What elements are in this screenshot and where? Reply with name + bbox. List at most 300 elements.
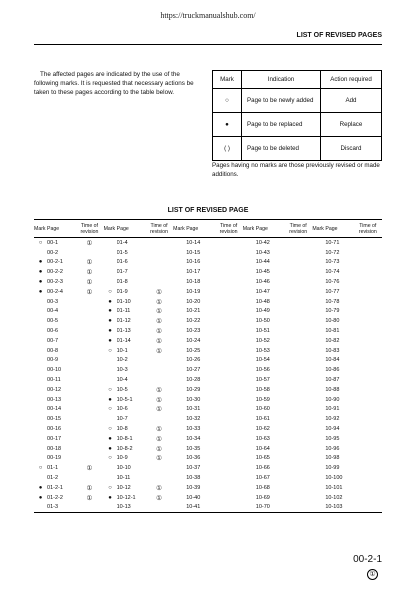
page-cell: 01-9 <box>116 288 128 295</box>
page-cell: 10-33 <box>186 426 201 433</box>
page-cell: 00-17 <box>47 435 62 442</box>
revision-cell: ① <box>156 337 162 345</box>
page-cell: 10-72 <box>325 249 340 256</box>
mark-cell <box>173 444 186 454</box>
mark-cell <box>243 346 256 356</box>
page-cell: 10-51 <box>255 328 270 335</box>
legend-row-add <box>213 89 382 113</box>
page-cell: 10-35 <box>186 445 201 452</box>
mark-cell <box>104 277 117 287</box>
mark-cell <box>243 336 256 346</box>
revision-cell <box>75 473 103 483</box>
page-cell: 10-1 <box>116 347 128 354</box>
revision-cell <box>75 248 103 258</box>
page-cell: 10-42 <box>255 239 270 246</box>
page-cell: 10-28 <box>186 377 201 384</box>
table-row <box>34 493 382 503</box>
revision-cell <box>284 473 312 483</box>
mark-cell <box>34 473 47 483</box>
mark-cell: ○ <box>38 465 43 472</box>
mark-cell <box>312 267 325 277</box>
page-cell: 10-102 <box>325 494 343 501</box>
page-cell: 00-2-3 <box>47 279 63 286</box>
revision-cell: ① <box>86 288 93 296</box>
page-cell: 10-56 <box>255 367 270 374</box>
col-header-mark: Mark <box>104 220 117 238</box>
mark-cell <box>104 414 117 424</box>
mark-cell <box>173 454 186 464</box>
mark-cell: ● <box>108 337 112 344</box>
revision-cell <box>354 258 382 268</box>
revision-cell <box>354 424 382 434</box>
revision-cell: ① <box>86 484 93 492</box>
mark-cell <box>243 424 256 434</box>
revision-cell <box>284 405 312 415</box>
mark-cell: ● <box>38 484 43 491</box>
page-cell: 10-8-2 <box>116 445 133 452</box>
page-cell: 01-4 <box>116 239 128 246</box>
col-header-time: Time of revision <box>354 220 382 238</box>
mark-cell <box>312 424 325 434</box>
mark-cell <box>34 248 47 258</box>
page-cell: 10-5 <box>116 386 128 393</box>
revision-cell <box>354 326 382 336</box>
mark-cell <box>243 267 256 277</box>
mark-cell <box>243 503 256 513</box>
table-row <box>34 395 382 405</box>
revision-cell: ① <box>156 455 162 463</box>
mark-cell <box>243 405 256 415</box>
page-cell: 10-76 <box>325 279 340 286</box>
revision-cell <box>214 385 242 395</box>
table-row <box>34 434 382 444</box>
page-cell: 10-101 <box>325 484 343 491</box>
page-cell: 10-21 <box>186 308 201 315</box>
page-cell: 00-8 <box>47 347 59 354</box>
revision-cell <box>145 463 173 473</box>
revision-cell: ① <box>156 406 162 414</box>
col-header-mark: Mark <box>312 220 325 238</box>
mark-cell <box>34 405 47 415</box>
mark-cell <box>173 385 186 395</box>
revision-cell <box>354 405 382 415</box>
page-cell: 10-12 <box>116 484 131 491</box>
revision-cell <box>284 454 312 464</box>
revision-cell <box>75 346 103 356</box>
legend-header-row <box>213 71 382 89</box>
revision-cell <box>284 444 312 454</box>
table-row <box>34 336 382 346</box>
mark-cell <box>243 297 256 307</box>
mark-cell <box>243 326 256 336</box>
revision-cell: ① <box>156 328 162 336</box>
revision-cell <box>284 277 312 287</box>
revision-cell <box>214 463 242 473</box>
mark-cell: ● <box>38 269 43 276</box>
revision-cell <box>214 238 242 248</box>
page-cell: 10-3 <box>116 367 128 374</box>
revision-cell: ① <box>156 445 162 453</box>
revision-cell <box>75 395 103 405</box>
mark-cell <box>34 395 47 405</box>
parenthesis-mark: ( ) <box>213 137 242 161</box>
legend-indication-delete: Page to be deleted <box>242 137 321 161</box>
page-cell: 01-2-2 <box>47 494 63 501</box>
table-title: LIST OF REVISED PAGE <box>167 207 249 214</box>
mark-cell <box>104 356 117 366</box>
revision-cell <box>354 444 382 454</box>
revision-cell <box>145 365 173 375</box>
revision-cell <box>284 375 312 385</box>
revision-cell <box>214 434 242 444</box>
mark-cell <box>312 444 325 454</box>
mark-cell <box>312 414 325 424</box>
mark-cell <box>173 405 186 415</box>
open-circle-mark: ○ <box>213 89 242 113</box>
page-cell: 10-92 <box>325 416 340 423</box>
page-cell: 01-2-1 <box>47 484 63 491</box>
mark-cell <box>173 365 186 375</box>
page-cell: 10-78 <box>325 298 340 305</box>
revision-cell <box>284 434 312 444</box>
page-cell: 10-57 <box>255 377 270 384</box>
revision-cell <box>354 434 382 444</box>
mark-cell <box>173 258 186 268</box>
revision-cell <box>214 395 242 405</box>
revision-cell <box>75 454 103 464</box>
mark-cell <box>243 365 256 375</box>
mark-cell <box>34 316 47 326</box>
mark-cell <box>243 414 256 424</box>
page-cell: 10-10 <box>116 465 131 472</box>
revision-cell <box>214 454 242 464</box>
revision-cell <box>75 444 103 454</box>
page-cell: 10-87 <box>325 377 340 384</box>
page-cell: 10-25 <box>186 347 201 354</box>
revision-cell <box>214 375 242 385</box>
table-row <box>34 307 382 317</box>
mark-cell: ● <box>38 259 43 266</box>
page-cell: 10-19 <box>186 288 201 295</box>
legend-action-replace: Replace <box>321 113 382 137</box>
col-header-mark: Mark <box>243 220 256 238</box>
mark-cell <box>34 414 47 424</box>
mark-cell: ● <box>108 328 112 335</box>
intro-paragraph: The affected pages are indicated by the use of the following marks. It is requested that necessary actions be taken to these pages according to the table below. <box>34 71 194 96</box>
revision-cell <box>354 297 382 307</box>
mark-cell <box>173 424 186 434</box>
revision-cell <box>214 356 242 366</box>
revision-cell <box>214 405 242 415</box>
mark-cell: ○ <box>108 347 112 354</box>
revision-cell: ① <box>86 494 93 502</box>
mark-cell: ● <box>108 494 112 501</box>
revision-cell <box>214 444 242 454</box>
mark-cell <box>34 326 47 336</box>
page-cell: 10-7 <box>116 416 128 423</box>
page-cell: 10-6 <box>116 406 128 413</box>
mark-cell <box>243 307 256 317</box>
revision-cell <box>354 454 382 464</box>
page-cell: 10-103 <box>325 503 353 513</box>
mark-cell <box>104 267 117 277</box>
mark-cell <box>243 385 256 395</box>
table-row <box>34 503 382 513</box>
page-cell: 10-29 <box>186 386 201 393</box>
page-cell: 01-2 <box>47 475 59 482</box>
mark-cell <box>312 307 325 317</box>
mark-cell <box>243 454 256 464</box>
page-cell: 10-9 <box>116 455 128 462</box>
revision-cell <box>75 336 103 346</box>
page-revision-mark: ① <box>367 569 378 580</box>
mark-cell <box>312 434 325 444</box>
legend-row-replace <box>213 113 382 137</box>
page-cell: 00-1 <box>47 239 59 246</box>
revision-cell <box>284 287 312 297</box>
mark-cell <box>104 248 117 258</box>
legend-note: Pages having no marks are those previously revised or made additions. <box>212 162 380 178</box>
mark-cell <box>312 375 325 385</box>
revision-cell <box>284 385 312 395</box>
revision-cell: ① <box>156 288 162 296</box>
revision-cell <box>75 307 103 317</box>
mark-cell <box>312 473 325 483</box>
legend-action-delete: Discard <box>321 137 382 161</box>
page-cell: 00-2 <box>47 249 59 256</box>
revision-cell <box>354 316 382 326</box>
page-cell: 10-38 <box>186 475 201 482</box>
page-cell: 10-80 <box>325 318 340 325</box>
table-row <box>34 444 382 454</box>
mark-cell <box>104 258 117 268</box>
revised-table-body <box>34 238 382 513</box>
page-cell: 10-37 <box>186 465 201 472</box>
page-cell: 00-16 <box>47 426 62 433</box>
page-cell: 10-43 <box>255 249 270 256</box>
revision-cell <box>354 473 382 483</box>
mark-cell <box>312 483 325 493</box>
col-header-time: Time of revision <box>145 220 173 238</box>
page-cell: 01-5 <box>116 249 128 256</box>
page-cell: 10-31 <box>186 406 201 413</box>
page-cell: 10-13 <box>117 503 145 513</box>
revision-cell <box>354 375 382 385</box>
page-cell: 10-8-1 <box>116 435 133 442</box>
mark-cell <box>34 336 47 346</box>
mark-cell <box>312 493 325 503</box>
page-cell: 10-11 <box>116 475 131 482</box>
mark-cell <box>243 375 256 385</box>
mark-cell <box>34 356 47 366</box>
table-row <box>34 414 382 424</box>
page-cell: 00-2-2 <box>47 269 63 276</box>
revision-cell <box>214 258 242 268</box>
mark-cell <box>173 356 186 366</box>
mark-cell <box>312 365 325 375</box>
table-row <box>34 405 382 415</box>
page-cell: 10-58 <box>255 386 270 393</box>
legend-action-add: Add <box>321 89 382 113</box>
revision-cell <box>354 346 382 356</box>
page-cell: 10-47 <box>255 288 270 295</box>
page-cell: 10-50 <box>255 318 270 325</box>
page-cell: 00-5 <box>47 318 59 325</box>
page-cell: 10-81 <box>325 328 340 335</box>
page-cell: 10-27 <box>186 367 201 374</box>
mark-cell <box>312 287 325 297</box>
mark-cell <box>104 375 117 385</box>
legend-header-action: Action required <box>321 71 382 89</box>
page-cell: 10-15 <box>186 249 201 256</box>
mark-cell <box>173 434 186 444</box>
page-cell: 10-71 <box>325 239 340 246</box>
revision-cell <box>284 248 312 258</box>
mark-cell: ● <box>38 494 43 501</box>
mark-cell <box>243 444 256 454</box>
page-cell: 10-23 <box>186 328 201 335</box>
revision-cell <box>75 503 103 513</box>
mark-cell: ● <box>38 288 43 295</box>
revision-cell: ① <box>156 494 162 502</box>
revision-cell <box>75 385 103 395</box>
page-cell: 01-6 <box>116 259 128 266</box>
revision-cell <box>284 365 312 375</box>
mark-cell <box>312 248 325 258</box>
page-cell: 10-36 <box>186 455 201 462</box>
page-cell: 10-83 <box>325 347 340 354</box>
revision-cell <box>354 385 382 395</box>
revision-cell <box>214 316 242 326</box>
revision-cell <box>145 375 173 385</box>
mark-cell <box>312 297 325 307</box>
mark-cell <box>312 463 325 473</box>
page-cell: 10-26 <box>186 357 201 364</box>
table-row <box>34 248 382 258</box>
page-cell: 10-68 <box>255 484 270 491</box>
page-cell: 10-40 <box>186 494 201 501</box>
page-cell: 10-73 <box>325 259 340 266</box>
revision-cell <box>214 414 242 424</box>
col-header-time: Time of revision <box>214 220 242 238</box>
revision-cell <box>145 258 173 268</box>
mark-cell <box>173 473 186 483</box>
page-cell: 00-11 <box>47 377 61 384</box>
mark-cell <box>312 316 325 326</box>
table-row <box>34 463 382 473</box>
mark-cell <box>173 267 186 277</box>
revision-cell <box>214 267 242 277</box>
page-cell: 00-18 <box>47 445 62 452</box>
revision-cell <box>284 414 312 424</box>
mark-cell <box>173 277 186 287</box>
mark-cell <box>34 375 47 385</box>
revision-cell <box>75 297 103 307</box>
revision-cell: ① <box>86 259 93 267</box>
revision-cell <box>284 326 312 336</box>
mark-cell <box>312 503 325 513</box>
page-cell: 10-17 <box>186 269 201 276</box>
revision-cell <box>284 424 312 434</box>
revision-cell <box>284 316 312 326</box>
col-header-page: Page <box>117 220 145 238</box>
mark-cell <box>34 434 47 444</box>
page-cell: 01-1 <box>47 465 59 472</box>
mark-cell: ○ <box>108 386 112 393</box>
page-cell: 10-18 <box>186 279 201 286</box>
page-cell: 00-4 <box>47 308 59 315</box>
revision-cell <box>284 503 312 513</box>
page-cell: 00-10 <box>47 367 62 374</box>
page-cell: 01-13 <box>116 328 131 335</box>
page-cell: 10-86 <box>325 367 340 374</box>
page-cell: 10-79 <box>325 308 340 315</box>
revision-cell <box>75 365 103 375</box>
revision-cell <box>354 238 382 248</box>
col-header-mark: Mark <box>173 220 186 238</box>
page-cell: 10-82 <box>325 337 340 344</box>
mark-cell <box>312 326 325 336</box>
mark-cell <box>34 444 47 454</box>
col-header-page: Page <box>256 220 284 238</box>
mark-cell: ● <box>108 308 112 315</box>
page-cell: 10-61 <box>255 416 270 423</box>
revision-cell <box>284 267 312 277</box>
mark-cell: ● <box>108 445 112 452</box>
page-cell: 10-59 <box>255 396 270 403</box>
revision-cell <box>145 267 173 277</box>
revision-cell <box>75 414 103 424</box>
revision-cell <box>354 463 382 473</box>
revision-cell <box>284 258 312 268</box>
col-header-mark: Mark <box>34 220 47 238</box>
revision-cell <box>214 493 242 503</box>
mark-cell <box>104 503 117 513</box>
table-row <box>34 287 382 297</box>
revision-cell: ① <box>86 465 93 473</box>
page-cell: 10-24 <box>186 337 201 344</box>
page-cell: 10-77 <box>325 288 340 295</box>
mark-cell <box>173 483 186 493</box>
legend-header-indication: Indication <box>242 71 321 89</box>
revision-cell <box>145 248 173 258</box>
page-cell: 00-13 <box>47 396 62 403</box>
revision-cell <box>214 326 242 336</box>
page-cell: 00-19 <box>47 455 62 462</box>
revision-cell: ① <box>86 239 93 247</box>
table-row <box>34 267 382 277</box>
page-cell: 10-98 <box>325 455 340 462</box>
table-row <box>34 346 382 356</box>
table-row <box>34 385 382 395</box>
mark-cell <box>243 463 256 473</box>
mark-cell <box>173 493 186 503</box>
mark-cell <box>104 365 117 375</box>
page-cell: 10-20 <box>186 298 201 305</box>
table-row <box>34 258 382 268</box>
revision-cell <box>354 493 382 503</box>
page-cell: 10-95 <box>325 435 340 442</box>
revision-cell: ① <box>156 386 162 394</box>
revision-cell <box>354 395 382 405</box>
mark-cell <box>173 375 186 385</box>
table-row <box>34 277 382 287</box>
page-cell: 10-60 <box>255 406 270 413</box>
mark-cell <box>34 385 47 395</box>
mark-cell <box>243 395 256 405</box>
page-cell: 00-2-1 <box>47 259 63 266</box>
revision-cell <box>75 424 103 434</box>
